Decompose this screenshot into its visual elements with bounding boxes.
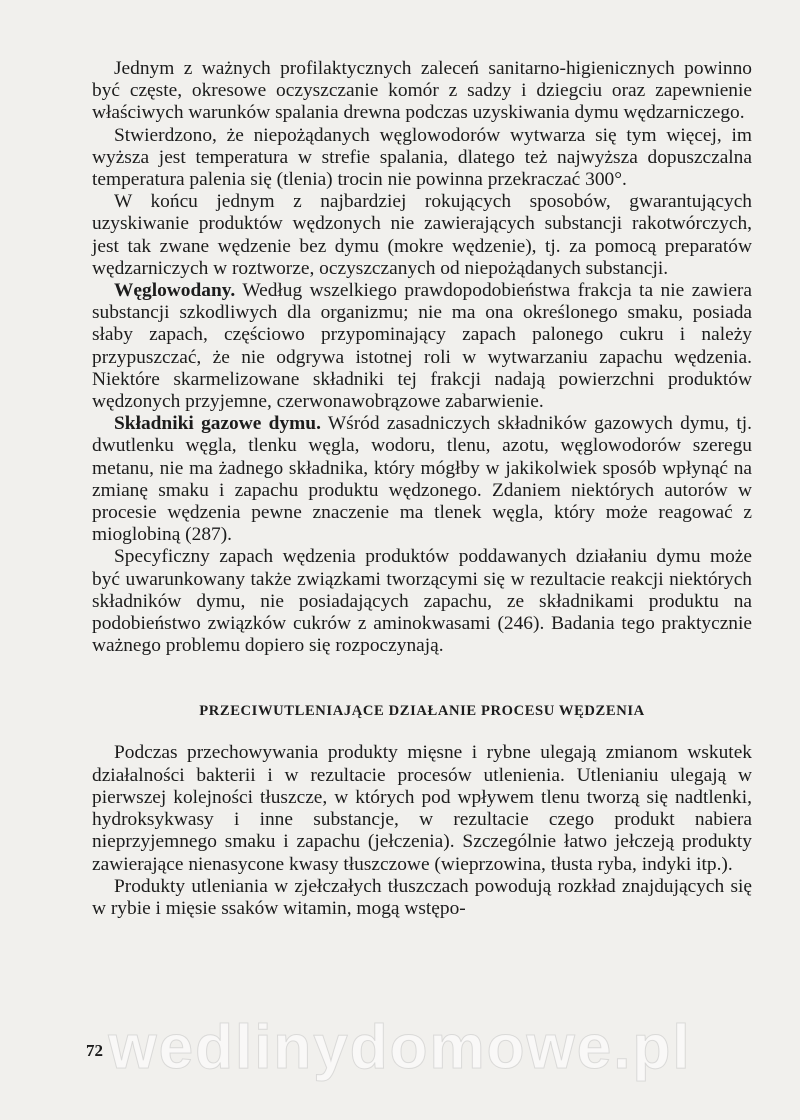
paragraph-3: W końcu jednym z najbardziej rokujących sposobów, gwarantujących uzyskiwanie produktów wędzonych nie zawierających substancji rakotwórczych, jest tak zwane wędzenie bez dymu (mokre wędzenie), tj. za pomocą preparatów wędzarniczych w roztworze, oczyszczanych od niepożądanych substancji. xyxy=(92,191,752,279)
paragraph-carbohydrates xyxy=(92,280,752,413)
paragraph-7: Podczas przechowywania produkty mięsne i rybne ulegają zmianom wskutek działalności bakterii i w rezultacie procesów utlenienia. Utlenianiu ulegają w pierwszej kolejności tłuszcze, w których pod wpływem tlenu tworzą się nadtlenki, hydroksykwasy i inne substancje, w rezultacie czego produkt nabiera nieprzyjemnego smaku i zapachu (jełczenia). Szczególnie łatwo jełczeją produkty zawierające nienasycone kwasy tłuszczowe (wieprzowina, tłusta ryba, indyki itp.). xyxy=(92,742,752,875)
paragraph-text-carbohydrates: Według wszelkiego prawdopodobieństwa frakcja ta nie zawiera substancji szkodliwych dla organizmu; nie ma ona określonego smaku, posiada słaby zapach, częściowo przypominający zapach palonego cukru i należy przypuszczać, że nie odgrywa istotnej roli w wytwarzaniu zapachu wędzenia. Niektóre skarmelizowane składniki tej frakcji nadają powierzchni produktów wędzonych przyjemne, czerwonawobrązowe zabarwienie. xyxy=(92,280,752,413)
paragraph-text-gas-components: Wśród zasadniczych składników gazowych dymu, tj. dwutlenku węgla, tlenku węgla, wodoru, tlenu, azotu, węglowodorów szeregu metanu, nie ma żadnego składnika, który mógłby w jakikolwiek sposób wpłynąć na zmianę smaku i zapachu produktu wędzonego. Zdaniem niektórych autorów w procesie wędzenia pewne znaczenie ma tlenek węgla, który może reagować z mioglobiną (287). xyxy=(92,413,752,546)
paragraph-2: Stwierdzono, że niepożądanych węglowodorów wytwarza się tym więcej, im wyższa jest temperatura w strefie spalania, dlatego też najwyższa dopuszczalna temperatura palenia się (tlenia) trocin nie powinna przekraczać 300°. xyxy=(92,124,752,191)
paragraph-1: Jednym z ważnych profilaktycznych zaleceń sanitarno-higienicznych powinno być częste, okresowe oczyszczanie komór z sadzy i dziegciu oraz zapewnienie właściwych warunków spalania drewna podczas uzyskiwania dymu wędzarniczego. xyxy=(92,58,752,124)
paragraph-gas-components xyxy=(92,413,752,546)
paragraph-6: Specyficzny zapach wędzenia produktów poddawanych działaniu dymu może być uwarunkowany także związkami tworzącymi się w rezultacie reakcji niektórych składników dymu, nie posiadających zapachu, ze składnikami produktu na podobieństwo związków cukrów z aminokwasami (246). Badania tego praktycznie ważnego problemu dopiero się rozpoczynają. xyxy=(92,546,752,657)
watermark: wedlinydomowe.pl xyxy=(108,1013,692,1082)
section-heading: PRZECIWUTLENIAJĄCE DZIAŁANIE PROCESU WĘDZENIA xyxy=(199,703,645,720)
page-body xyxy=(92,58,752,920)
paragraph-lead-gas-components: Składniki gazowe dymu. xyxy=(114,413,321,435)
paragraph-8: Produkty utleniania w zjełczałych tłuszczach powodują rozkład znajdujących się w rybie i mięsie ssaków witamin, mogą wstępo- xyxy=(92,875,752,919)
paragraph-lead-carbohydrates: Węglowodany. xyxy=(114,280,236,302)
page-number: 72 xyxy=(86,1041,103,1060)
